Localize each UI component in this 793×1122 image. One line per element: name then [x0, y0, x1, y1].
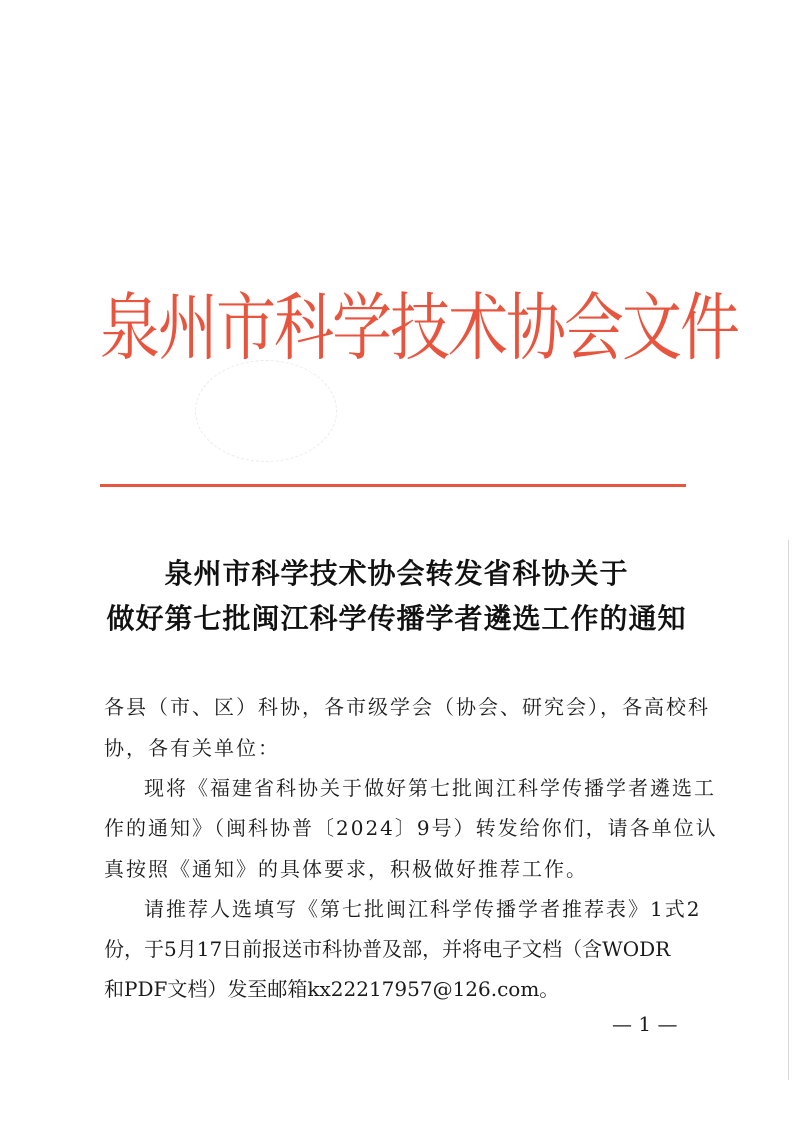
document-title-line-1: 泉州市科学技术协会转发省科协关于	[164, 557, 629, 590]
paragraph-2-line-3: 和PDF文档）发至邮箱kx22217957@126.com。	[104, 977, 560, 1001]
page-number: — 1 —	[612, 1012, 678, 1036]
paragraph-2-line-1: 请推荐人选填写《第七批闽江科学传播学者推荐表》1式2	[144, 897, 702, 921]
addressee-line-1: 各县（市、区）科协，各市级学会（协会、研究会），各高校科	[104, 695, 710, 719]
faded-seal-stamp-icon	[195, 360, 337, 462]
document-title-line-2: 做好第七批闽江科学传播学者遴选工作的通知	[106, 602, 687, 635]
paragraph-1-line-1: 现将《福建省科协关于做好第七批闽江科学传播学者遴选工	[144, 776, 716, 800]
scan-edge-line	[788, 540, 789, 1080]
addressee-line-2: 协，各有关单位：	[104, 736, 280, 760]
org-header-title: 泉州市科学技术协会文件	[100, 285, 738, 372]
paragraph-1-line-2: 作的通知》（闽科协普〔2024〕9号）转发给你们，请各单位认	[104, 816, 718, 840]
paragraph-1-line-3: 真按照《通知》的具体要求，积极做好推荐工作。	[104, 857, 588, 881]
header-red-rule	[100, 484, 686, 487]
paragraph-2-line-2: 份，于5月17日前报送市科协普及部，并将电子文档（含WODR	[104, 937, 671, 961]
